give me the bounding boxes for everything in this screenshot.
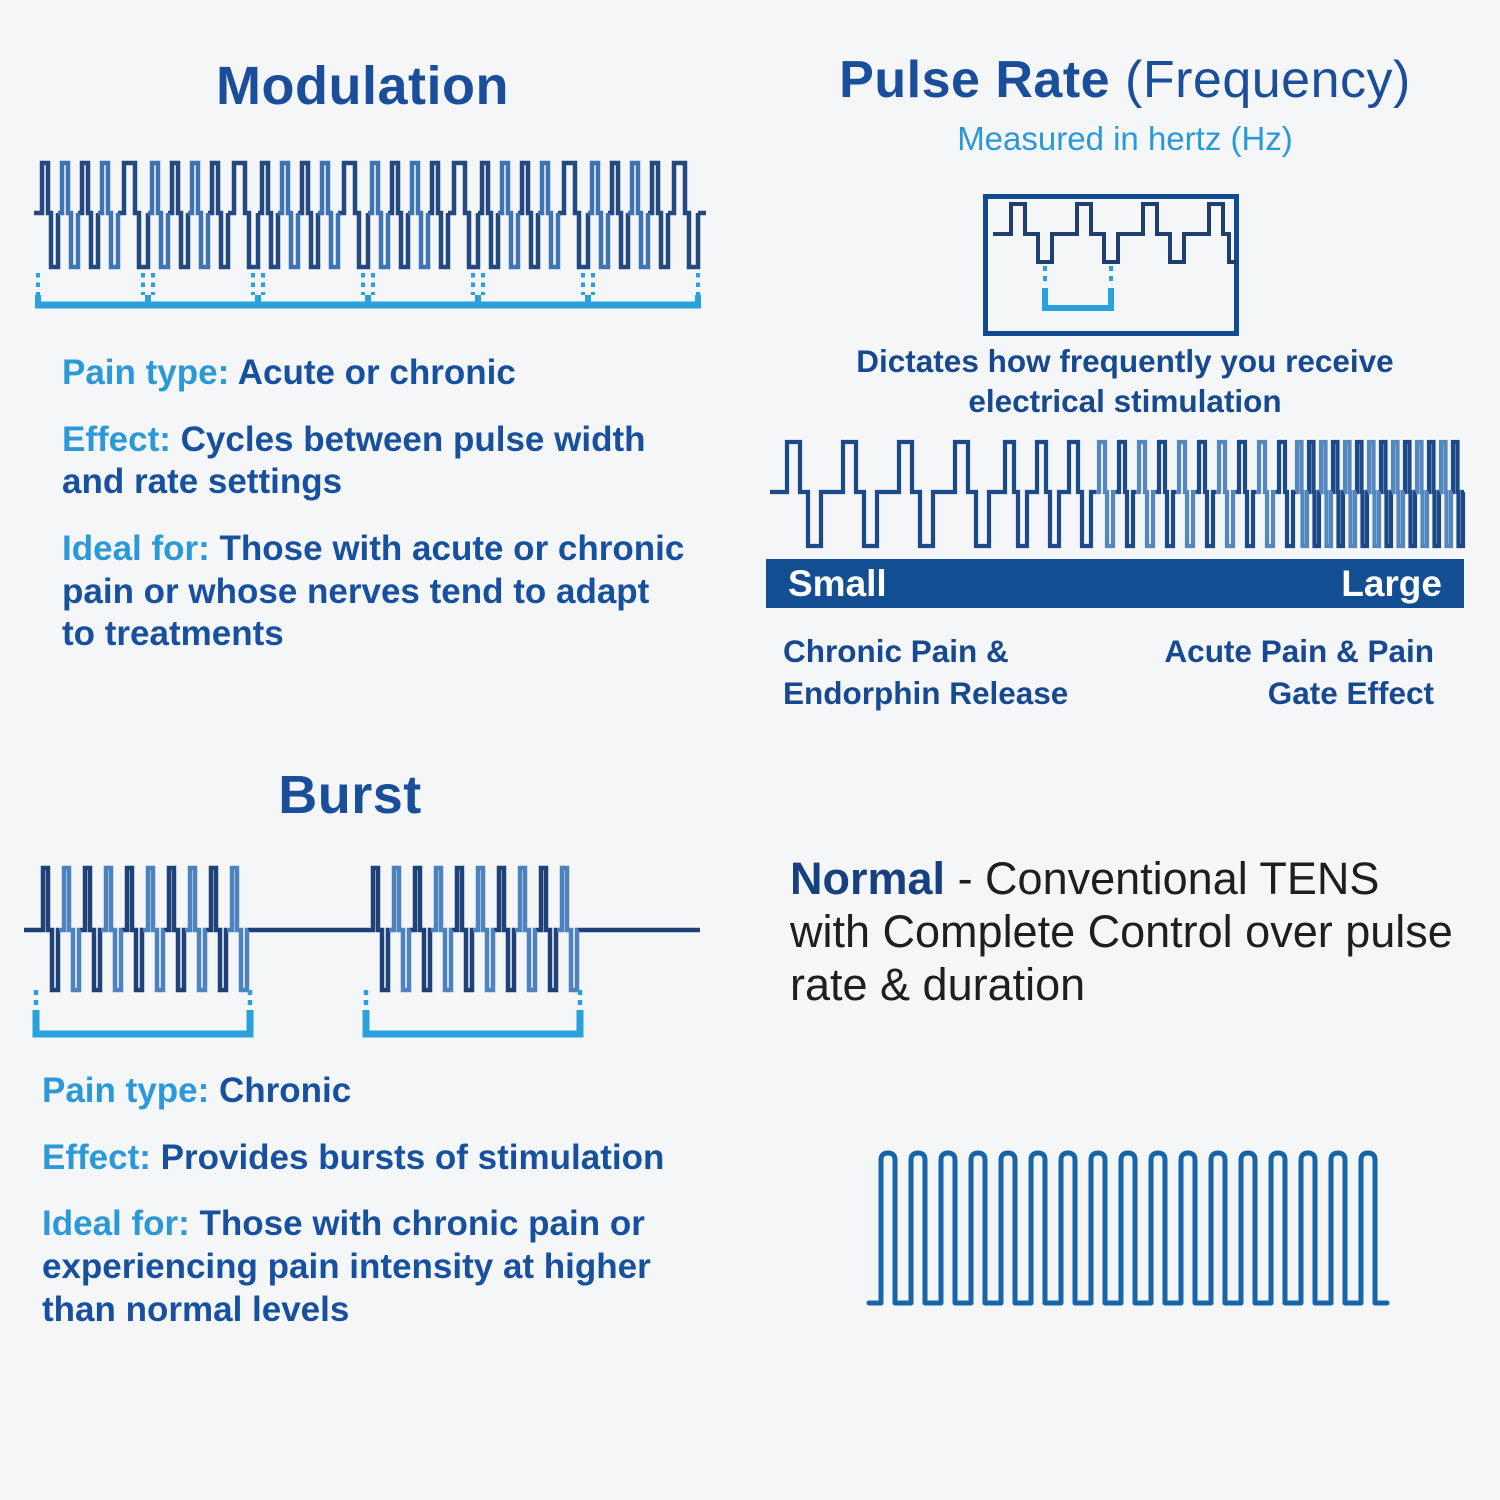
pulse-rate-example-box (983, 194, 1239, 336)
burst-waveform (20, 858, 720, 1044)
burst-title: Burst (278, 765, 422, 825)
pulse-rate-title (755, 50, 1495, 110)
scale-small-label: Small (788, 562, 887, 604)
ideal-for-label: Ideal for: (62, 529, 210, 569)
pain-type-label: Pain type: (42, 1071, 210, 1110)
pulse-rate-subtitle: Measured in hertz (Hz) (957, 120, 1293, 157)
ideal-for-label: Ideal for: (42, 1204, 190, 1244)
normal-title: Normal (790, 853, 946, 904)
effect-value: Provides bursts of stimulation (160, 1137, 665, 1177)
normal-waveform (865, 1145, 1405, 1315)
modulation-details (62, 352, 692, 680)
pain-type-value: Acute or chronic (237, 353, 516, 392)
frequency-scale-bar (766, 559, 1464, 608)
burst-pain-type-row (42, 1070, 722, 1113)
burst-ideal-for-row (42, 1203, 722, 1331)
low-frequency-caption-line1: Chronic Pain & (783, 633, 1009, 669)
scale-large-label: Large (1341, 562, 1442, 604)
normal-description-text: - Conventional TENS with Complete Control over pulse rate & duration (790, 853, 1453, 1011)
low-frequency-caption-line2: Endorphin Release (783, 674, 1069, 711)
high-frequency-caption-line1: Acute Pain & Pain (1164, 633, 1434, 669)
effect-label: Effect: (42, 1137, 151, 1177)
effect-value: Cycles between pulse width and rate settings (62, 419, 646, 502)
pain-type-value: Chronic (219, 1071, 352, 1110)
high-frequency-caption (1040, 631, 1434, 714)
burst-details (42, 1070, 722, 1355)
low-frequency-caption (783, 631, 1068, 714)
burst-effect-row (42, 1137, 722, 1180)
ideal-for-value: Those with acute or chronic pain or whose nerves tend to adapt to treatments (62, 529, 685, 654)
pulse-rate-title-paren: (Frequency) (1125, 51, 1411, 109)
pain-type-label: Pain type: (62, 353, 230, 392)
ideal-for-value: Those with chronic pain or experiencing pain intensity at higher than normal levels (42, 1204, 651, 1329)
pulse-rate-title-main: Pulse Rate (839, 51, 1111, 109)
pulse-rate-caption (755, 341, 1495, 421)
pulse-rate-frequency-waveform (766, 432, 1466, 558)
pulse-rate-caption-text: Dictates how frequently you receive electrical stimulation (856, 343, 1394, 419)
pulse-rate-header (755, 50, 1495, 158)
high-frequency-caption-line2: Gate Effect (1267, 674, 1434, 711)
modulation-ideal-for-row (62, 528, 692, 656)
modulation-waveform (30, 155, 706, 317)
modulation-effect-row (62, 419, 692, 504)
modulation-title: Modulation (216, 56, 509, 116)
normal-description (790, 852, 1460, 1011)
modulation-pain-type-row (62, 352, 692, 395)
effect-label: Effect: (62, 419, 171, 459)
